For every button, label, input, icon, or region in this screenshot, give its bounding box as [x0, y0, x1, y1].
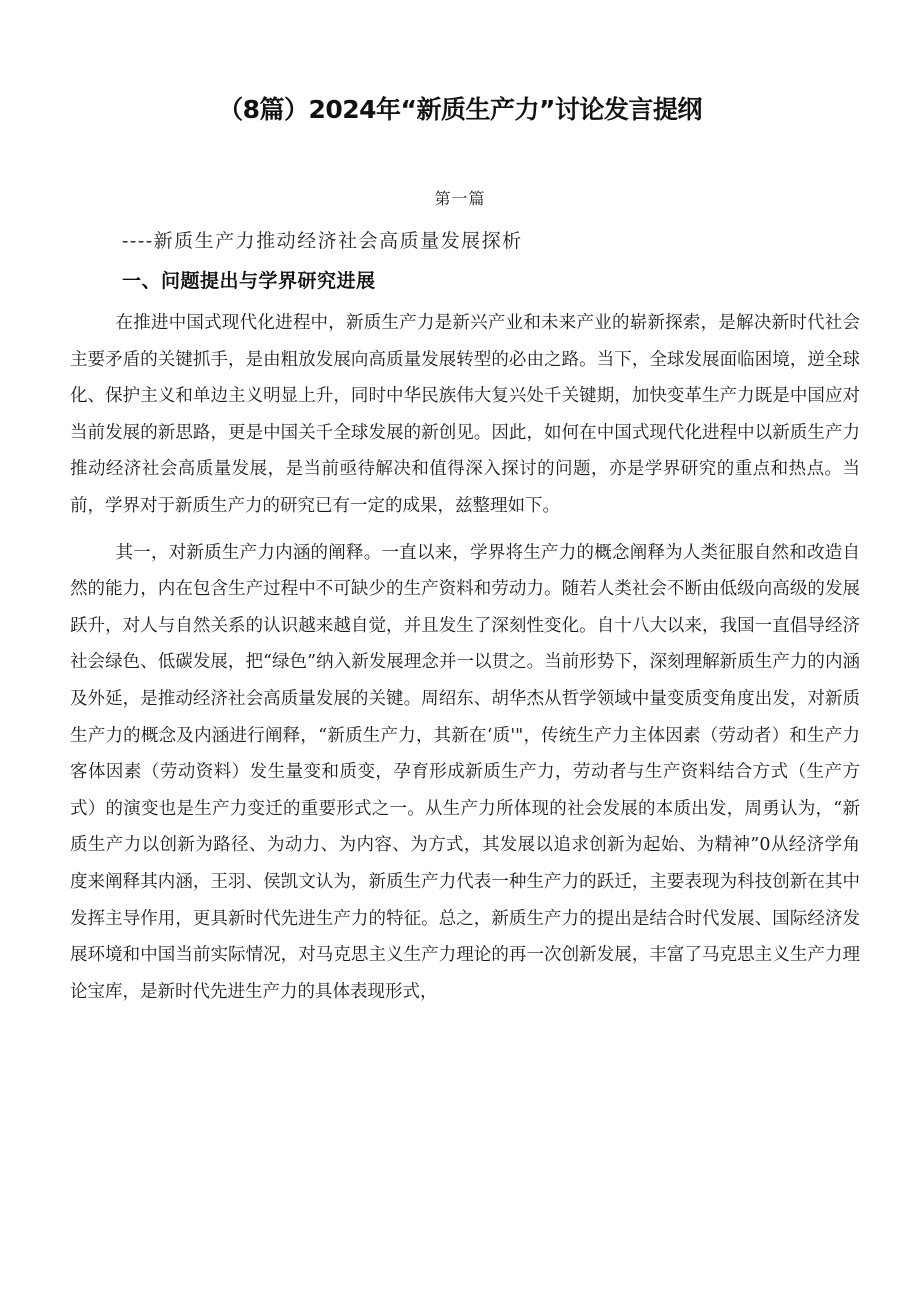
document-body: [70, 305, 860, 1020]
part-label: 第一篇: [434, 189, 486, 208]
section-heading: 一、问题提出与学界研究进展: [122, 270, 376, 292]
document-subtitle: ----新质生产力推动经济社会高质量发展探析: [122, 230, 523, 252]
paragraph-2: 其一，对新质生产力内涵的阐释。一直以来，学界将生产力的概念阐释为人类征服自然和改造自然的能力，内在包含生产过程中不可缺少的生产资料和劳动力。随若人类社会不断由低级向高级的发展跃升，对人与自然关系的认识越来越自觉，并且发生了深刻性变化。自十八大以来，我国一直倡导经济社会绿色、低碳发展，把“绿色”纳入新发展理念并一以贯之。当前形势下，深刻理解新质生产力的内涵及外延，是推动经济社会高质量发展的关键。周绍东、胡华杰从哲学领域中量变质变角度出发，对新质生产力的概念及内涵进行阐释，“新质生产力，其新在‘质'"，传统生产力主体因素（劳动者）和生产力客体因素（劳动资料）发生量变和质变，孕育形成新质生产力，劳动者与生产资料结合方式（生产方式）的演变也是生产力变迁的重要形式之一。从生产力所体现的社会发展的本质出发，周勇认为，“新质生产力以创新为路径、为动力、为内容、为方式，其发展以追求创新为起始、为精神”0从经济学角度来阐释其内涵，王羽、侯凯文认为，新质生产力代表一种生产力的跃迁，主要表现为科技创新在其中发挥主导作用，更具新时代先进生产力的特征。总之，新质生产力的提出是结合时代发展、国际经济发展环境和中国当前实际情况，对马克思主义生产力理论的再一次创新发展，丰富了马克思主义生产力理论宝库，是新时代先进生产力的具体表现形式，: [70, 542, 860, 1002]
document-title: （8篇）2024年“新质生产力”讨论发言提纲: [218, 95, 702, 124]
paragraph-1: 在推进中国式现代化进程中，新质生产力是新兴产业和未来产业的崭新探索，是解决新时代社会主要矛盾的关键抓手，是由粗放发展向高质量发展转型的必由之路。当下，全球发展面临困境，逆全球化、保护主义和单边主义明显上升，同时中华民族伟大复兴处千关键期，加快变革生产力既是中国应对当前发展的新思路，更是中国关千全球发展的新创见。因此，如何在中国式现代化进程中以新质生产力推动经济社会高质量发展，是当前亟待解决和值得深入探讨的问题，亦是学界研究的重点和热点。当前，学界对于新质生产力的研究已有一定的成果，兹整理如下。: [70, 313, 860, 516]
